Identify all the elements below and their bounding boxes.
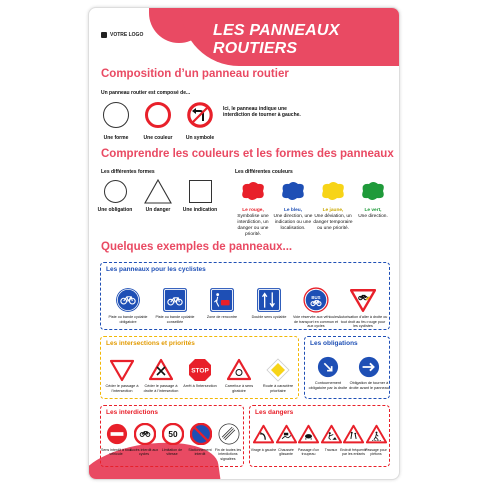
danger-sign-label: Chaussée glissante — [278, 448, 294, 457]
obligation-sign-label: Obligation de tourner à droite avant le panneau — [349, 381, 389, 390]
forme-item-1: Une obligation — [97, 207, 133, 213]
couleur-desc: Une direction, une indication ou une localisation. — [273, 214, 313, 231]
no-left-turn-icon — [187, 102, 213, 128]
interdiction-sign-label: Fin de toutes les interdictions signalées — [214, 448, 242, 461]
paint-splash-icon — [279, 180, 307, 202]
couleur-desc: Une déviation, un danger temporaire ou une priorité. — [313, 214, 353, 231]
obligation-sign-label: Contournement obligatoire par la droite — [308, 381, 348, 390]
cycle-sign-icon — [256, 287, 282, 313]
couleur-name: Le bleu, — [283, 208, 303, 213]
obligations-title: Les obligations — [310, 340, 358, 347]
formes-label: Les différentes formes — [101, 169, 155, 175]
intersection-sign-icon — [149, 358, 173, 382]
danger-sign-label: Virage à gauche — [250, 448, 277, 452]
interdiction-sign-icon — [134, 423, 156, 445]
comprendre-title: Comprendre les couleurs et les formes des panneaux — [101, 148, 394, 160]
danger-sign-label: Endroit fréquenté par les enfants — [340, 448, 367, 457]
circle-shape-icon — [104, 180, 127, 203]
svg-text:BUS: BUS — [311, 294, 321, 300]
triangle-shape-icon — [144, 179, 172, 204]
cycle-sign-icon — [209, 287, 235, 313]
couleurs-label: Les différentes couleurs — [235, 169, 293, 175]
danger-sign-label: Travaux — [324, 448, 338, 452]
composition-item-1: Une forme — [103, 135, 129, 141]
couleur-name: Le vert, — [364, 208, 382, 213]
cycle-sign-label: Double sens cyclable — [251, 315, 287, 319]
cycle-sign-icon — [303, 287, 329, 313]
intersection-sign-label: Route à caractère prioritaire — [262, 384, 294, 393]
danger-sign-label: Passage d'un troupeau — [297, 448, 320, 457]
interdiction-sign-label: Accès interdit aux cycles — [129, 448, 159, 457]
interdiction-sign-label: Stationnement interdit — [188, 448, 212, 457]
interdiction-sign-icon — [190, 423, 212, 445]
logo-text: VOTRE LOGO — [110, 32, 144, 38]
cycle-sign-label: Zone de rencontre — [206, 315, 238, 319]
intersection-sign-icon — [110, 358, 134, 382]
composition-item-3: Un symbole — [185, 135, 215, 141]
intersections-title: Les intersections et priorités — [106, 340, 195, 347]
cycle-sign-label: Voie réservée aux véhicules de transport en commun et aux cycles — [293, 315, 339, 329]
cycle-sign-label: Piste ou bande cyclable obligatoire — [108, 315, 148, 324]
composition-item-2: Une couleur — [143, 135, 173, 141]
intersection-sign-label: Arrêt à l'intersection — [183, 384, 217, 388]
interdictions-title: Les interdictions — [106, 409, 159, 416]
cycle-sign-label: Autorisation d'aller à droite ou tout droit au feu rouge pour les cyclistes — [338, 315, 388, 329]
interdiction-sign-icon — [162, 423, 184, 445]
danger-sign-icon — [343, 424, 364, 445]
cyclistes-title: Les panneaux pour les cyclistes — [106, 266, 206, 273]
exemples-title: Quelques exemples de panneaux... — [101, 241, 293, 253]
couleur-desc: Symbolise une interdiction, un danger ou une priorité. — [237, 214, 269, 237]
intersection-sign-label: Céder le passage à l'intersection — [105, 384, 139, 393]
cycle-sign-icon — [350, 287, 376, 313]
danger-sign-icon — [253, 424, 274, 445]
forme-item-3: Une indication — [182, 207, 218, 213]
obligation-sign-icon — [317, 356, 339, 378]
cycle-sign-icon — [115, 287, 141, 313]
danger-sign-icon — [298, 424, 319, 445]
logo-icon — [101, 32, 107, 38]
couleur-name: Le jaune, — [322, 208, 344, 213]
paint-splash-icon — [359, 180, 387, 202]
interdiction-sign-label: Sens interdit à tout véhicule — [101, 448, 131, 457]
obligation-sign-icon — [358, 356, 380, 378]
cycle-sign-icon — [162, 287, 188, 313]
composition-title: Composition d’un panneau routier — [101, 68, 289, 80]
intersection-sign-icon — [266, 358, 290, 382]
dangers-title: Les dangers — [255, 409, 294, 416]
logo — [101, 32, 143, 38]
interdiction-sign-label: Limitation de vitesse — [161, 448, 183, 457]
intersection-sign-label: Céder le passage à droite à l'intersection — [143, 384, 179, 393]
poster — [88, 7, 400, 480]
danger-sign-icon — [276, 424, 297, 445]
composition-subtitle: Un panneau routier est composé de... — [101, 90, 191, 96]
paint-splash-icon — [239, 180, 267, 202]
danger-sign-icon — [321, 424, 342, 445]
intersection-sign-icon — [188, 358, 212, 382]
page-title: LES PANNEAUX ROUTIERS — [213, 22, 340, 57]
red-ring-icon — [145, 102, 171, 128]
svg-text:50: 50 — [168, 430, 178, 440]
interdiction-sign-icon — [218, 423, 240, 445]
danger-sign-icon — [366, 424, 387, 445]
paint-splash-icon — [319, 180, 347, 202]
composition-note: Ici, le panneau indique une interdiction de tourner à gauche. — [223, 106, 301, 119]
couleur-name: Le rouge, — [242, 208, 264, 213]
forme-item-2: Un danger — [145, 207, 171, 213]
intersection-sign-label: Carrefour à sens giratoire — [224, 384, 254, 393]
danger-sign-label: Passage pour piétons — [365, 448, 387, 457]
square-shape-icon — [189, 180, 212, 203]
couleur-desc: Une direction. — [358, 214, 388, 219]
intersection-sign-icon — [227, 358, 251, 382]
svg-text:STOP: STOP — [191, 367, 209, 375]
interdiction-sign-icon — [106, 423, 128, 445]
shape-circle-icon — [103, 102, 129, 128]
cycle-sign-label: Piste ou bande cyclable conseillée — [155, 315, 195, 324]
